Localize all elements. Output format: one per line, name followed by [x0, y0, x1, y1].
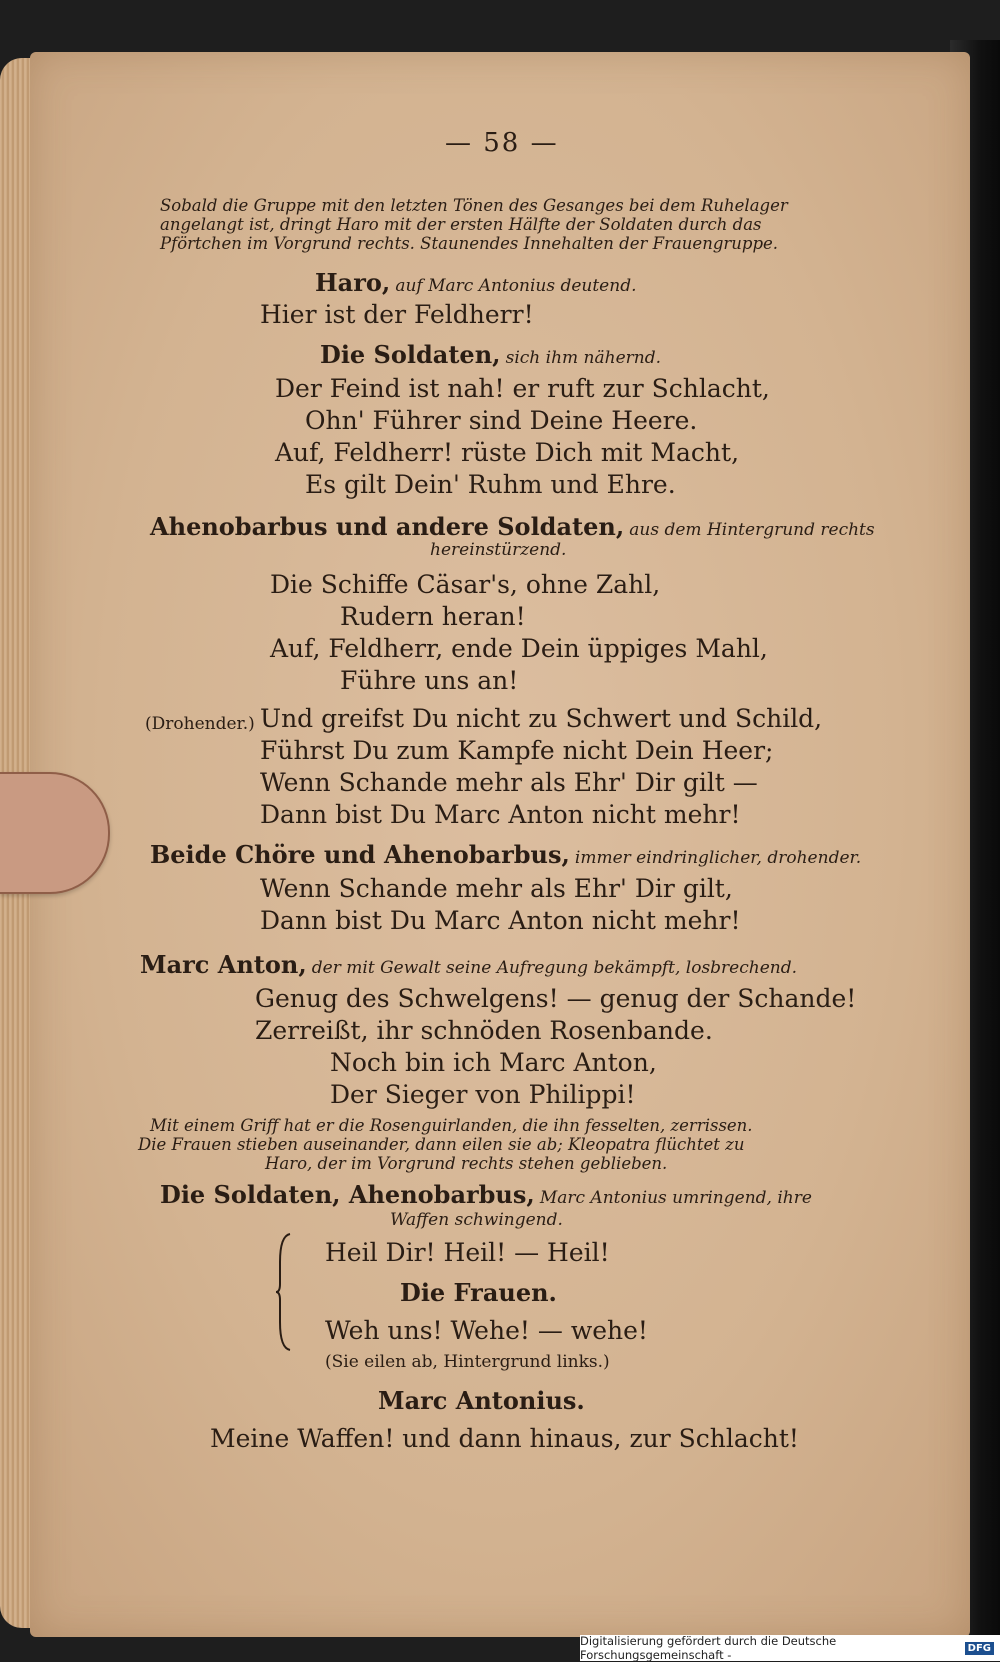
digitization-footer — [580, 1635, 1000, 1661]
speaker-name: Die Soldaten, Ahenobarbus, — [160, 1180, 535, 1209]
speaker-frauen: Die Frauen. — [400, 1278, 557, 1307]
speaker-name: Beide Chöre und Ahenobarbus, — [150, 840, 570, 869]
stage-direction-line: Pförtchen im Vorgrund rechts. Staunendes Innehalten der Frauengruppe. — [160, 234, 779, 253]
stage-direction-line: Sobald die Gruppe mit den letzten Tönen des Gesanges bei dem Ruhelager — [160, 196, 788, 215]
verse-line: Der Feind ist nah! er ruft zur Schlacht, — [275, 374, 770, 403]
stage-direction-line: Die Frauen stieben auseinander, dann eilen sie ab; Kleopatra flüchtet zu — [138, 1135, 745, 1154]
verse-line: Die Schiffe Cäsar's, ohne Zahl, — [270, 570, 661, 599]
verse-line: Hier ist der Feldherr! — [260, 300, 534, 329]
verse-line: Ohn' Führer sind Deine Heere. — [305, 406, 698, 435]
stage-direction-line: Mit einem Griff hat er die Rosenguirlanden, die ihn fesselten, zerrissen. — [150, 1116, 753, 1135]
verse-line: Und greifst Du nicht zu Schwert und Schild, — [260, 704, 823, 733]
verse-line: Noch bin ich Marc Anton, — [330, 1048, 657, 1077]
speaker-haro — [315, 268, 636, 297]
page-number: — 58 — — [445, 128, 559, 158]
verse-line: Dann bist Du Marc Anton nicht mehr! — [260, 906, 741, 935]
stage-direction-line: angelangt ist, dringt Haro mit der ersten Hälfte der Soldaten durch das — [160, 215, 762, 234]
speaker-direction: auf Marc Antonius deutend. — [395, 276, 637, 296]
speaker-direction: der mit Gewalt seine Aufregung bekämpft, losbrechend. — [311, 958, 798, 978]
verse-line: Es gilt Dein' Ruhm und Ehre. — [305, 470, 676, 499]
speaker-beide-choere — [150, 840, 861, 869]
speaker-name: Haro, — [315, 268, 391, 297]
speaker-ahenobarbus — [150, 512, 875, 541]
footer-text: Digitalisierung gefördert durch die Deutsche Forschungsgemeinschaft - — [580, 1634, 837, 1662]
speaker-direction: immer eindringlicher, drohender. — [574, 848, 862, 868]
brace-icon — [276, 1232, 292, 1352]
verse-line: Zerreißt, ihr schnöden Rosenbande. — [255, 1016, 713, 1045]
speaker-direction: Waffen schwingend. — [390, 1210, 563, 1230]
speaker-name: Marc Anton, — [140, 950, 307, 979]
speaker-direction: Marc Antonius umringend, ihre — [539, 1188, 812, 1208]
verse-line: Genug des Schwelgens! — genug der Schande! — [255, 984, 857, 1013]
page-content — [100, 0, 960, 1661]
speaker-direction: hereinstürzend. — [430, 540, 567, 560]
speaker-name: Die Soldaten, — [320, 340, 501, 369]
verse-line: Weh uns! Wehe! — wehe! — [325, 1316, 648, 1345]
stage-direction-line: Haro, der im Vorgrund rechts stehen geblieben. — [265, 1154, 668, 1173]
speaker-soldaten — [320, 340, 661, 369]
verse-line: Heil Dir! Heil! — Heil! — [325, 1238, 610, 1267]
verse-line: Führst Du zum Kampfe nicht Dein Heer; — [260, 736, 774, 765]
speaker-direction: sich ihm nähernd. — [505, 348, 662, 368]
stage-direction: (Sie eilen ab, Hintergrund links.) — [325, 1352, 610, 1372]
speaker-soldaten-ahenobarbus — [160, 1180, 812, 1209]
speaker-marc-anton — [140, 950, 797, 979]
dfg-logo: DFG — [965, 1642, 994, 1655]
aside-direction: (Drohender.) — [145, 714, 255, 734]
verse-line: Auf, Feldherr! rüste Dich mit Macht, — [275, 438, 740, 467]
verse-line: Auf, Feldherr, ende Dein üppiges Mahl, — [270, 634, 768, 663]
verse-line: Meine Waffen! und dann hinaus, zur Schlacht! — [210, 1424, 799, 1453]
verse-line: Rudern heran! — [340, 602, 526, 631]
speaker-direction: aus dem Hintergrund rechts — [629, 520, 875, 540]
verse-line: Wenn Schande mehr als Ehr' Dir gilt — — [260, 768, 758, 797]
verse-line: Dann bist Du Marc Anton nicht mehr! — [260, 800, 741, 829]
speaker-marc-antonius: Marc Antonius. — [378, 1386, 585, 1415]
verse-line: Der Sieger von Philippi! — [330, 1080, 636, 1109]
speaker-name: Ahenobarbus und andere Soldaten, — [150, 512, 625, 541]
verse-line: Wenn Schande mehr als Ehr' Dir gilt, — [260, 874, 733, 903]
verse-line: Führe uns an! — [340, 666, 519, 695]
